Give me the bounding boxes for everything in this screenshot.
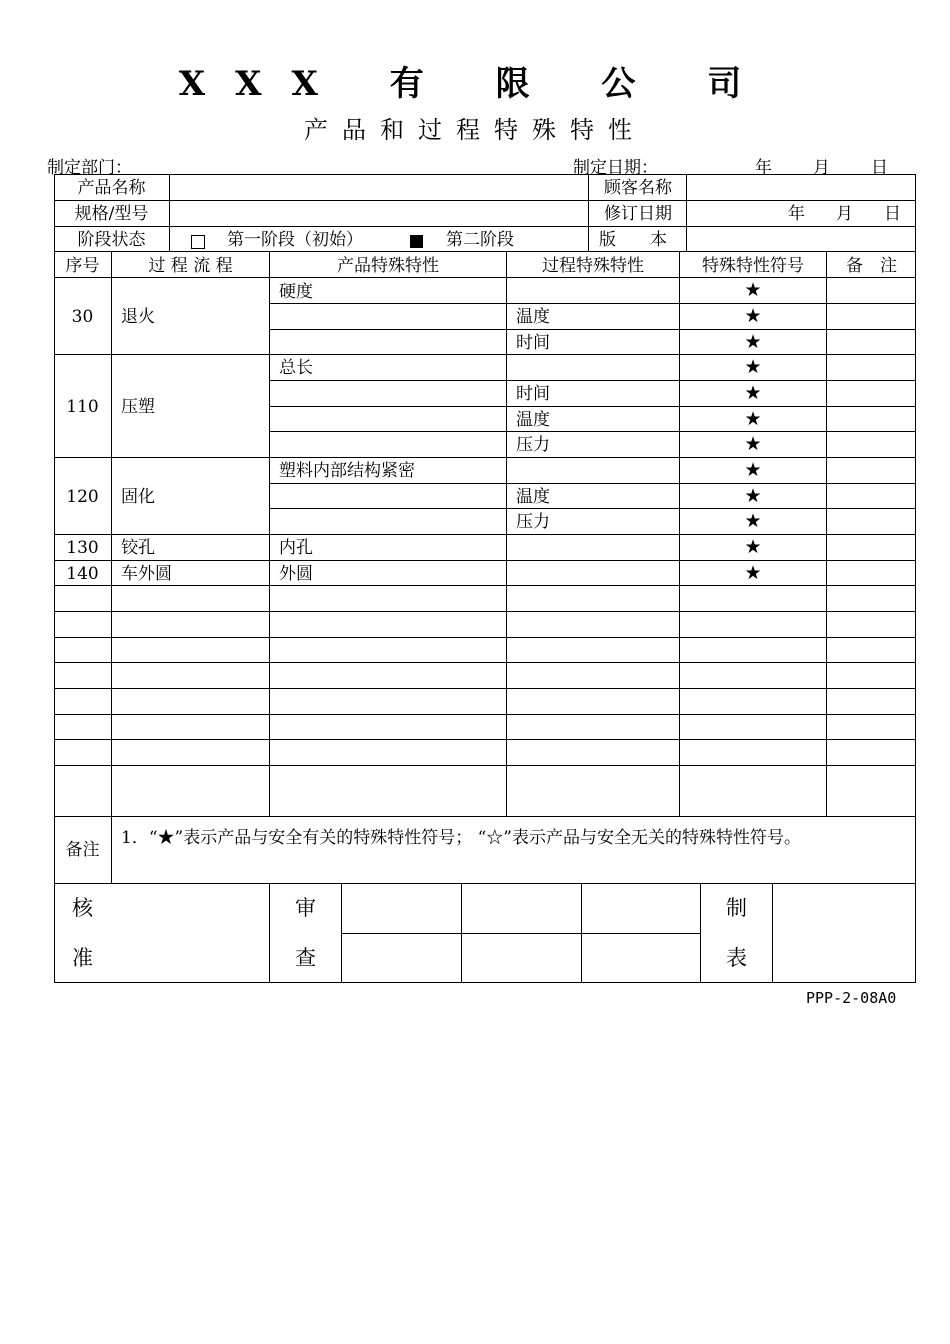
process-characteristic: 温度 (516, 410, 550, 430)
product-characteristic: 内孔 (279, 538, 313, 558)
star-symbol: ★ (744, 382, 762, 404)
star-symbol: ★ (744, 562, 762, 584)
review-label-top: 审 (295, 896, 316, 920)
seq-number: 140 (66, 564, 99, 584)
star-symbol: ★ (744, 279, 762, 301)
characteristics-form (54, 174, 916, 983)
stage-label: 阶段状态 (77, 230, 146, 250)
process-name: 车外圆 (121, 564, 172, 584)
revision-date-label: 修订日期 (604, 204, 672, 224)
star-symbol: ★ (744, 459, 762, 481)
col-header-product-char: 产品特殊特性 (337, 256, 439, 276)
product-characteristic: 外圆 (279, 564, 313, 584)
star-symbol: ★ (744, 536, 762, 558)
process-name: 退火 (121, 307, 155, 327)
date-month: 月 (813, 158, 830, 178)
date-day: 日 (871, 158, 888, 178)
process-characteristic: 压力 (516, 512, 550, 532)
document-code: PPP-2-08A0 (806, 989, 897, 1007)
process-characteristic: 时间 (516, 384, 550, 404)
product-name-label: 产品名称 (77, 178, 146, 198)
approve-label-top: 核 (72, 896, 93, 920)
col-header-process: 过 程 流 程 (148, 256, 233, 276)
star-symbol: ★ (744, 356, 762, 378)
star-symbol: ★ (744, 331, 762, 353)
seq-number: 120 (66, 487, 99, 507)
star-symbol: ★ (744, 408, 762, 430)
revision-month: 月 (836, 204, 853, 224)
revision-year: 年 (788, 204, 805, 224)
review-label-bottom: 查 (295, 946, 316, 970)
date-year: 年 (755, 158, 772, 178)
stage-1-checkbox[interactable] (191, 233, 205, 253)
star-symbol: ★ (744, 433, 762, 455)
seq-number: 130 (66, 538, 99, 558)
dept-label: 制定部门： (47, 158, 132, 178)
product-characteristic: 硬度 (279, 282, 313, 302)
star-symbol: ★ (744, 510, 762, 532)
note-label: 备注 (65, 840, 100, 860)
col-header-symbol: 特殊特性符号 (702, 256, 804, 276)
approve-label-bottom: 准 (72, 946, 93, 970)
process-name: 压塑 (121, 397, 155, 417)
stage-2-checkbox[interactable] (410, 232, 423, 252)
stage-option-1: 第一阶段（初始） (227, 230, 363, 250)
col-header-seq: 序号 (65, 256, 100, 276)
process-characteristic: 时间 (516, 333, 550, 353)
col-header-remark: 备 注 (846, 256, 897, 276)
product-characteristic: 总长 (279, 358, 313, 378)
process-name: 铰孔 (121, 538, 155, 558)
star-symbol: ★ (744, 485, 762, 507)
make-label-top: 制 (726, 896, 747, 920)
revision-day: 日 (884, 204, 901, 224)
process-characteristic: 温度 (516, 487, 550, 507)
document-title: 产品和过程特殊特性 (304, 116, 646, 144)
seq-number: 30 (71, 307, 94, 327)
customer-name-label: 顾客名称 (604, 178, 672, 198)
version-label: 版 本 (599, 230, 667, 250)
unchecked-box-icon (191, 235, 205, 249)
checked-box-icon (410, 235, 423, 248)
process-name: 固化 (121, 487, 155, 507)
date-label: 制定日期： (573, 158, 658, 178)
make-label-bottom: 表 (726, 946, 747, 970)
process-characteristic: 温度 (516, 307, 550, 327)
star-symbol: ★ (744, 305, 762, 327)
note-text: 1．“★”表示产品与安全有关的特殊特性符号； “☆”表示产品与安全无关的特殊特性符号。 (121, 828, 801, 848)
company-name: XXX 有 限 公 司 (178, 64, 772, 104)
product-characteristic: 塑料内部结构紧密 (279, 461, 415, 481)
col-header-process-char: 过程特殊特性 (542, 256, 644, 276)
spec-label: 规格/型号 (74, 204, 149, 224)
process-characteristic: 压力 (516, 435, 550, 455)
seq-number: 110 (66, 397, 99, 417)
stage-option-2: 第二阶段 (446, 230, 514, 250)
